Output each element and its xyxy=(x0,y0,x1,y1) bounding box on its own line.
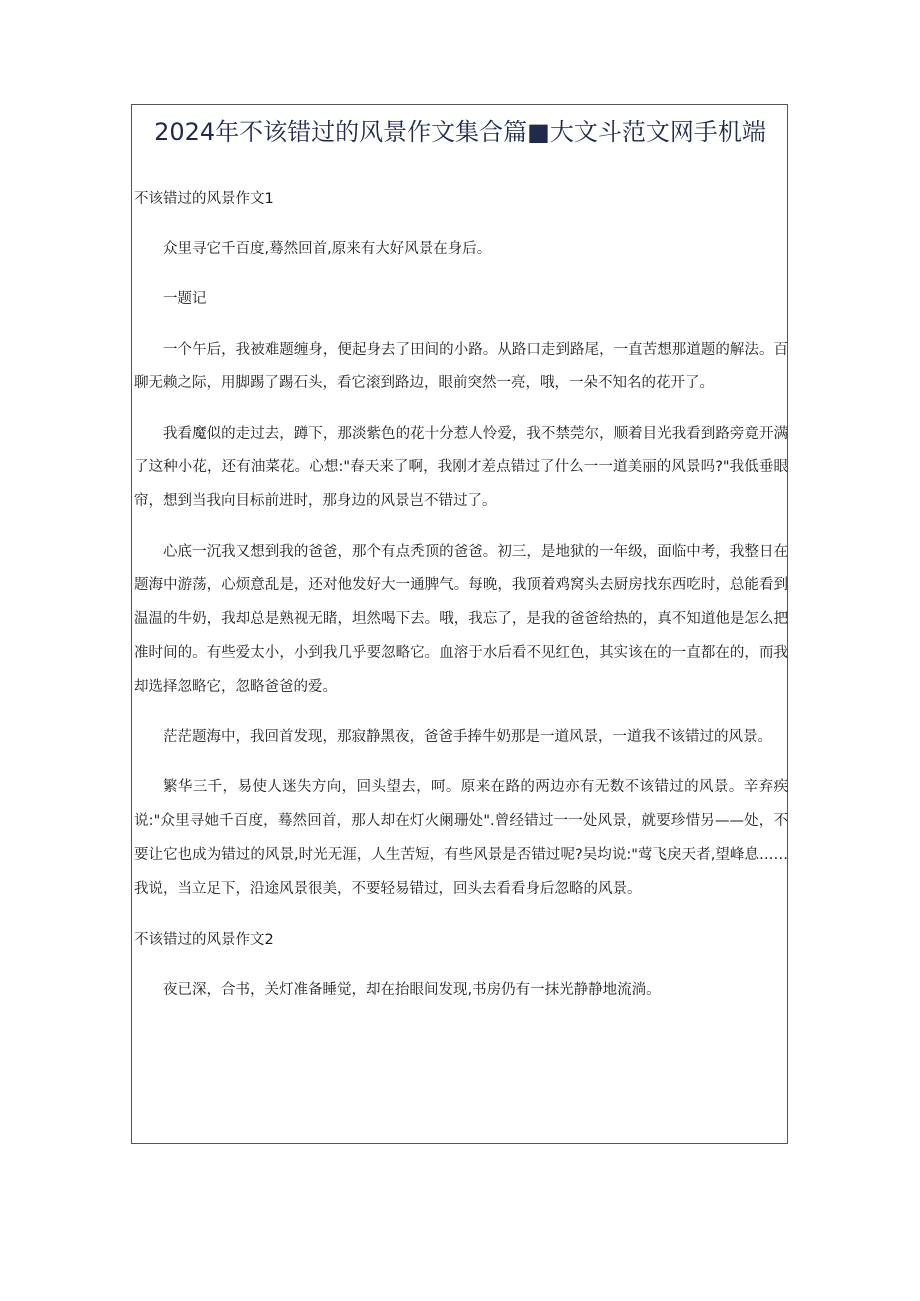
paragraph: 一个午后，我被难题缠身，便起身去了田间的小路。从路口走到路尾，一直苦想那道题的解法。百聊无赖之际，用脚踢了踢石头，看它滚到路边，眼前突然一亮，哦，一朵不知名的花开了。 xyxy=(134,341,788,392)
paragraph: 繁华三千，易使人迷失方向，回头望去，呵。原来在路的两边亦有无数不该错过的风景。辛弃疾说:"众里寻她千百度，蓦然回首，那人却在灯火阑珊处".曾经错过一一处风景，就要珍惜另——处，不要让它也成为错过的风景,时光无涯，人生苦短，有些风景是否错过呢?吴均说:"莺飞戾天者,望峰息……我说，当立足下，沿途风景很美，不要轻易错过，回头去看看身后忽略的风景。 xyxy=(134,779,788,897)
section-heading-1: 不该错过的风景作文1 xyxy=(134,191,274,207)
paragraph: 众里寻它千百度,蓦然回首,原来有大好风景在身后。 xyxy=(163,241,492,257)
section-heading-2: 不该错过的风景作文2 xyxy=(134,931,274,948)
paragraph: 心底一沉我又想到我的爸爸，那个有点秃顶的爸爸。初三，是地狱的一年级，面临中考，我整日在题海中游荡，心烦意乱是，还对他发好大一通脾气。每晚，我顶着鸡窝头去厨房找东西吃时，总能看到温温的牛奶，我却总是熟视无睹，坦然喝下去。哦，我忘了，是我的爸爸给热的，真不知道他是怎么把准时间的。有些爱太小，小到我几乎要忽略它。血溶于水后看不见红色，其实该在的一直都在的，而我却选择忽略它，忽略爸爸的爱。 xyxy=(134,543,788,695)
paragraph: 我看魔似的走过去，蹲下，那淡紫色的花十分惹人怜爱，我不禁莞尔，顺着目光我看到路旁竟开满了这种小花，还有油菜花。心想:"春天来了啊，我刚才差点错过了什么一一道美丽的风景吗?"我低垂眼帘，想到当我向目标前进时，那身边的风景岂不错过了。 xyxy=(134,425,788,510)
paragraph: 茫茫题海中，我回首发现，那寂静黑夜，爸爸手捧牛奶那是一道风景，一道我不该错过的风景。 xyxy=(163,729,772,746)
paragraph: 夜已深，合书，关灯准备睡觉，却在抬眼间发现,书房仍有一抹光静静地流淌。 xyxy=(163,981,661,998)
paragraph: 一题记 xyxy=(163,291,207,308)
document-body xyxy=(134,183,788,1024)
document-title: 2024年不该错过的风景作文集合篇■大文斗范文网手机端 xyxy=(154,118,766,146)
